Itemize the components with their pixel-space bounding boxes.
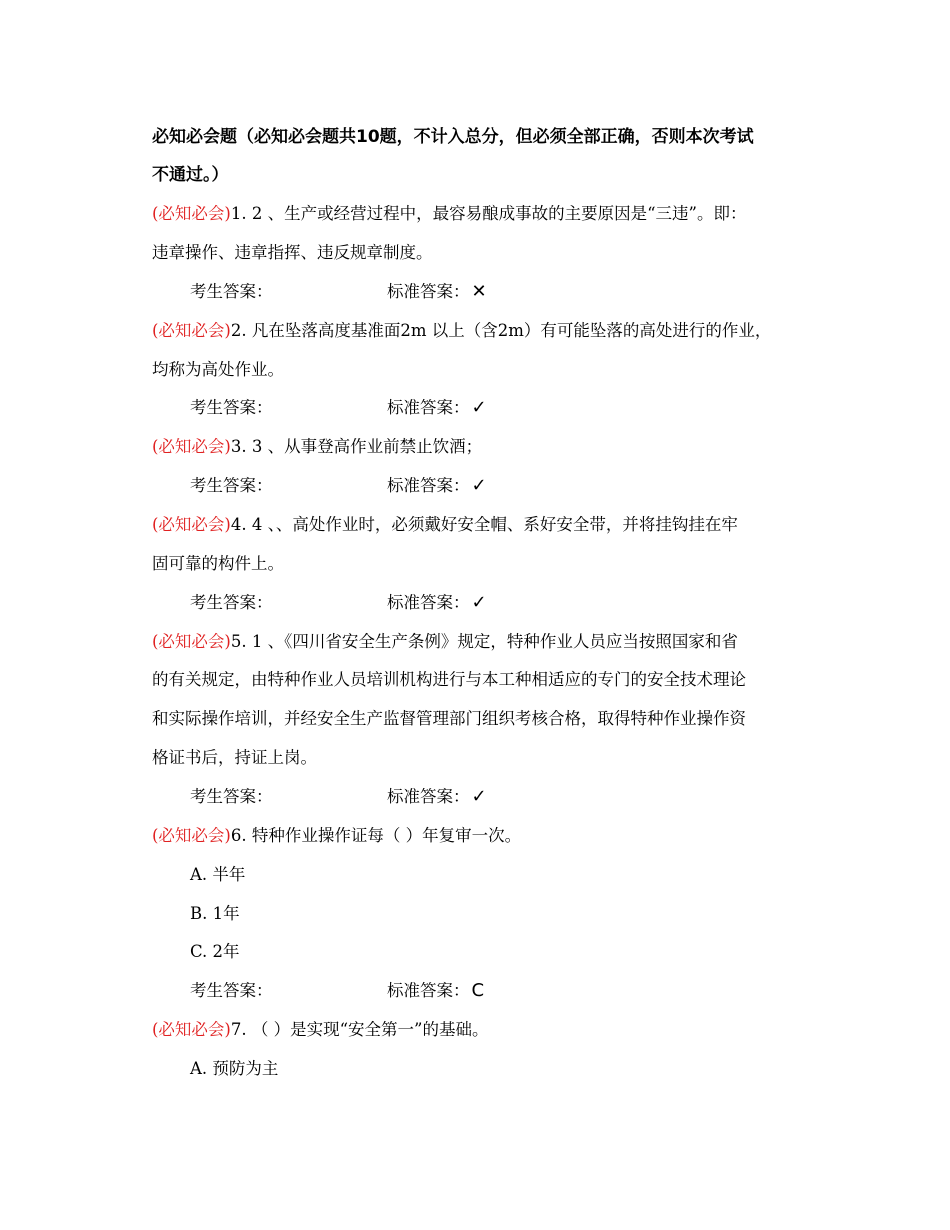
check-icon: ✓	[471, 786, 487, 807]
student-answer-label: 考生答案：	[190, 593, 273, 612]
question-text: 3 、从事登高作业前禁止饮酒；	[246, 437, 483, 456]
question-2	[152, 321, 771, 341]
standard-answer	[387, 282, 487, 302]
section-heading-line-1: 必知必会题（必知必会题共10题，不计入总分，但必须全部正确，否则本次考试	[152, 127, 754, 147]
question-number: 6.	[230, 826, 247, 845]
student-answer-label: 考生答案：	[190, 476, 273, 495]
option-a: A. 半年	[190, 865, 246, 884]
question-number: 4.	[230, 515, 247, 534]
standard-answer-label: 标准答案：	[387, 282, 470, 301]
standard-answer-label: 标准答案：	[387, 787, 470, 806]
must-know-tag: (必知必会)	[152, 1020, 231, 1039]
question-7	[152, 1020, 489, 1040]
standard-answer-label: 标准答案：	[387, 981, 470, 1000]
must-know-tag: (必知必会)	[152, 632, 231, 651]
option-b: B. 1年	[190, 904, 240, 923]
question-5	[152, 632, 738, 652]
question-number: 2.	[230, 321, 247, 340]
check-icon: ✓	[471, 475, 487, 496]
standard-answer	[387, 398, 487, 418]
standard-answer-label: 标准答案：	[387, 593, 470, 612]
standard-answer	[387, 476, 487, 496]
question-text: 特种作业操作证每（ ）年复审一次。	[246, 826, 522, 845]
question-text: 2 、生产或经营过程中，最容易酿成事故的主要原因是“三违”。即：	[246, 204, 747, 223]
question-2-line-2: 均称为高处作业。	[152, 360, 284, 379]
standard-answer	[387, 593, 487, 613]
standard-answer	[387, 981, 484, 1001]
question-5-line-4: 格证书后，持证上岗。	[152, 748, 317, 767]
question-number: 5.	[230, 632, 247, 651]
must-know-tag: (必知必会)	[152, 321, 231, 340]
question-5-line-2: 的有关规定，由特种作业人员培训机构进行与本工种相适应的专门的安全技术理论	[152, 670, 746, 689]
check-icon: ✓	[471, 592, 487, 613]
answer-letter: C	[471, 980, 485, 1001]
must-know-tag: (必知必会)	[152, 437, 231, 456]
student-answer-label: 考生答案：	[190, 787, 273, 806]
question-6	[152, 826, 521, 846]
question-1-line-2: 违章操作、违章指挥、违反规章制度。	[152, 243, 433, 262]
question-text: （ ）是实现“安全第一”的基础。	[246, 1020, 489, 1039]
question-text: 凡在坠落高度基准面2m 以上（含2m）有可能坠落的高处进行的作业，	[246, 321, 772, 340]
option-a: A. 预防为主	[190, 1059, 279, 1078]
cross-icon: ✕	[471, 281, 487, 302]
student-answer-label: 考生答案：	[190, 981, 273, 1000]
must-know-tag: (必知必会)	[152, 826, 231, 845]
must-know-tag: (必知必会)	[152, 204, 231, 223]
question-text: 1 、《四川省安全生产条例》规定，特种作业人员应当按照国家和省	[246, 632, 738, 651]
standard-answer-label: 标准答案：	[387, 398, 470, 417]
question-4	[152, 515, 738, 535]
standard-answer-label: 标准答案：	[387, 476, 470, 495]
question-5-line-3: 和实际操作培训，并经安全生产监督管理部门组织考核合格，取得特种作业操作资	[152, 709, 746, 728]
question-number: 1.	[230, 204, 247, 223]
check-icon: ✓	[471, 397, 487, 418]
standard-answer	[387, 787, 487, 807]
must-know-tag: (必知必会)	[152, 515, 231, 534]
question-4-line-2: 固可靠的构件上。	[152, 554, 284, 573]
student-answer-label: 考生答案：	[190, 398, 273, 417]
question-number: 7.	[230, 1020, 247, 1039]
section-heading-line-2: 不通过。）	[152, 165, 229, 185]
question-3	[152, 437, 482, 457]
question-number: 3.	[230, 437, 247, 456]
question-1	[152, 204, 746, 224]
question-text: 4 、、高处作业时，必须戴好安全帽、系好安全带，并将挂钩挂在牢	[246, 515, 738, 534]
student-answer-label: 考生答案：	[190, 282, 273, 301]
option-c: C. 2年	[190, 942, 240, 961]
